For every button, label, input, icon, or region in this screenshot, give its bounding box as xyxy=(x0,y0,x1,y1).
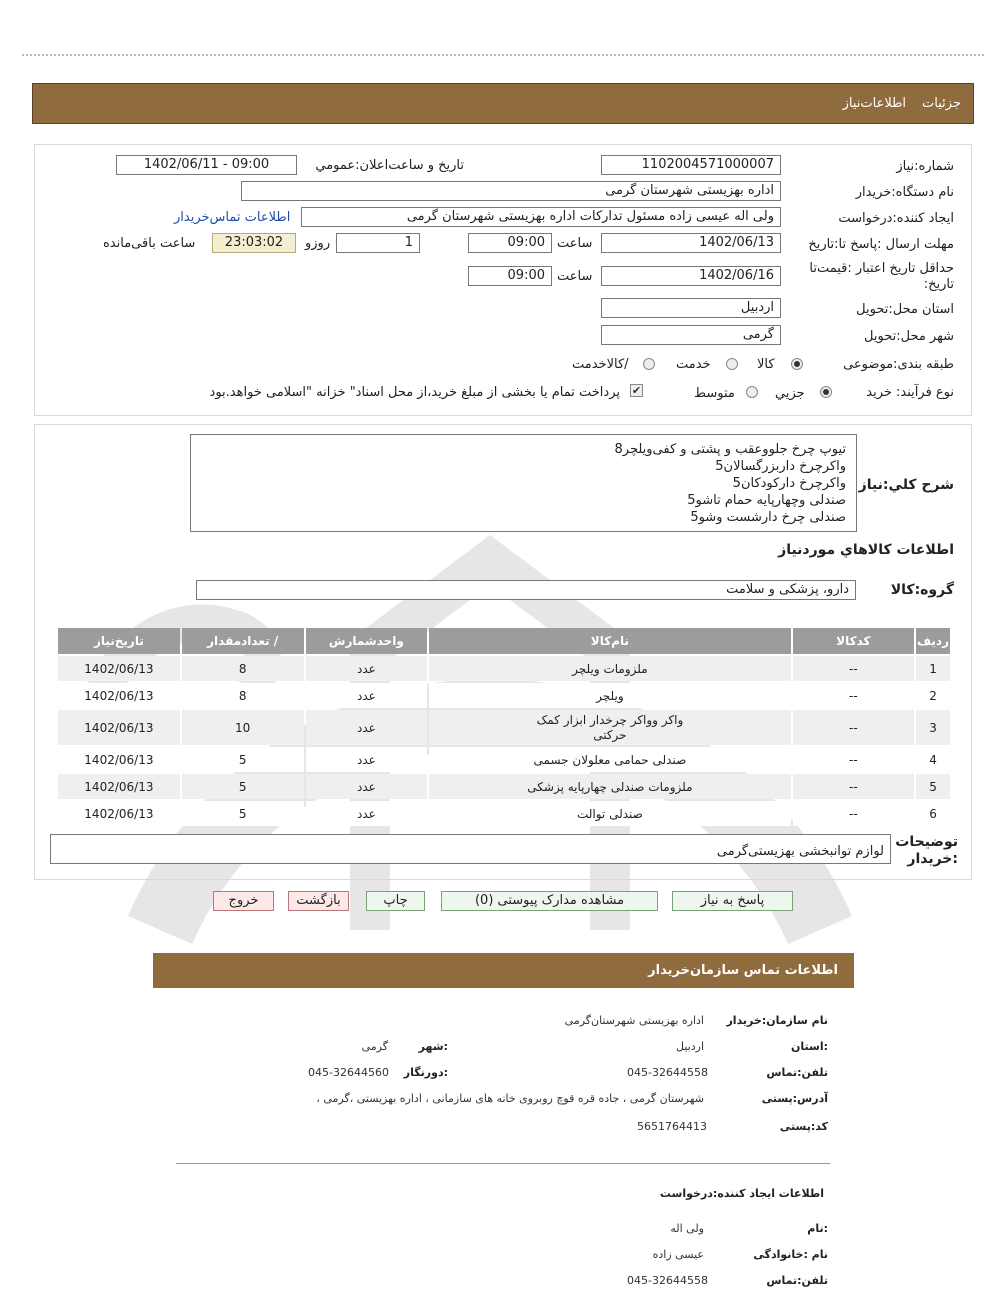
contact-address-label: آدرس:پستی xyxy=(761,1092,828,1105)
print-button[interactable]: چاپ xyxy=(366,891,425,911)
goods-table xyxy=(56,626,952,828)
cell-qty: 5 xyxy=(182,801,304,826)
deadline-date-field: 1402/06/13 xyxy=(601,233,781,253)
contact-org-value: اداره بهزیستی شهرستان‌گرمی xyxy=(564,1014,704,1027)
cell-date: 1402/06/13 xyxy=(58,801,180,826)
cell-date: 1402/06/13 xyxy=(58,774,180,799)
tab-need-info[interactable]: اطلاعات‌نیاز xyxy=(842,96,907,111)
creator-phone-label: تلفن:تماس xyxy=(766,1274,828,1287)
contact-fax-value: 045-32644560 xyxy=(308,1066,389,1079)
table-header-row xyxy=(58,628,950,654)
goods-group-label: گروه:کالا xyxy=(890,582,954,598)
col-qty-header: / تعدادمقدار xyxy=(182,628,304,654)
col-date-header: تاريخ‌نياز xyxy=(58,628,180,654)
cell-unit: عدد xyxy=(306,747,428,772)
cell-code: -- xyxy=(793,683,915,708)
goods-group-field: دارو، پزشکی و سلامت xyxy=(196,580,856,600)
validity-date-field: 1402/06/16 xyxy=(601,266,781,286)
contact-province-label: :استان xyxy=(791,1040,828,1053)
creator-field: ولی اله عیسی زاده مسئول تدارکات اداره بهزیستی شهرستان گرمی xyxy=(301,207,781,227)
creator-section-title: اطلاعات ایجاد کننده:درخواست xyxy=(659,1187,824,1200)
process-partial-radio[interactable] xyxy=(820,386,832,398)
validity-time-field: 09:00 xyxy=(468,266,552,286)
cell-name: صندلی توالت xyxy=(429,801,790,826)
cell-qty: 5 xyxy=(182,747,304,772)
description-line: صندلی چرخ دارشست وشو5 xyxy=(690,510,846,525)
tab-details[interactable]: جزئیات xyxy=(922,96,961,111)
exit-button[interactable]: خروج xyxy=(213,891,274,911)
cell-row: 5 xyxy=(916,774,950,799)
contact-phone-value: 045-32644558 xyxy=(627,1066,708,1079)
days-field: 1 xyxy=(336,233,420,253)
cell-name: ملزومات ویلچر xyxy=(429,656,790,681)
cell-qty: 5 xyxy=(182,774,304,799)
treasury-payment-checkbox[interactable]: ✔ xyxy=(631,384,642,397)
category-goods-radio[interactable] xyxy=(791,358,803,370)
process-partial-label: جزيي xyxy=(775,386,805,401)
treasury-payment-label: پرداخت تمام یا بخشی از مبلغ خرید،از محل اسناد" خزانه "اسلامی خواهد.بود xyxy=(209,385,620,400)
table-row xyxy=(58,710,950,745)
days-label: روزو xyxy=(305,236,331,251)
cell-code: -- xyxy=(793,774,915,799)
buyer-contact-link[interactable]: اطلاعات تماس‌خریدار xyxy=(174,210,291,225)
cell-unit: عدد xyxy=(306,683,428,708)
cell-code: -- xyxy=(793,747,915,772)
table-row xyxy=(58,774,950,799)
contact-city-label: :شهر xyxy=(418,1040,448,1053)
col-code-header: کدکالا xyxy=(793,628,915,654)
cell-row: 2 xyxy=(916,683,950,708)
col-row-header: رديف xyxy=(916,628,950,654)
contact-org-label: نام سازمان:خريدار xyxy=(726,1014,828,1027)
validity-time-label: ساعت xyxy=(557,269,593,284)
category-goods-service-radio[interactable] xyxy=(643,358,655,370)
cell-unit: عدد xyxy=(306,801,428,826)
reply-button[interactable]: پاسخ به نياز xyxy=(672,891,793,911)
attachments-button[interactable]: مشاهده مدارک پيوستی (0) xyxy=(441,891,658,911)
contact-fax-label: :دورنگار xyxy=(403,1066,448,1079)
cell-date: 1402/06/13 xyxy=(58,747,180,772)
announce-field: 1402/06/11 - 09:00 xyxy=(116,155,297,175)
process-medium-label: متوسط xyxy=(694,386,735,401)
buyer-field: اداره بهزیستی شهرستان گرمی xyxy=(241,181,781,201)
cell-qty: 10 xyxy=(182,710,304,745)
cell-unit: عدد xyxy=(306,774,428,799)
need-number-field: 1102004571000007 xyxy=(601,155,781,175)
cell-row: 4 xyxy=(916,747,950,772)
table-row xyxy=(58,683,950,708)
cell-name: ویلچر xyxy=(429,683,790,708)
cell-name: ملزومات صندلی چهارپایه پزشکی xyxy=(429,774,790,799)
contact-divider xyxy=(176,1163,830,1164)
contact-section-title: اطلاعات تماس سازمان‌خريدار xyxy=(153,953,854,988)
description-line: واکرچرخ دارکودکان5 xyxy=(732,476,846,491)
col-name-header: نام‌کالا xyxy=(429,628,790,654)
process-medium-radio[interactable] xyxy=(746,386,758,398)
deadline-time-field: 09:00 xyxy=(468,233,552,253)
buyer-label: نام دستگاه:خريدار xyxy=(855,185,954,200)
need-number-label: شماره:نیاز xyxy=(896,159,954,174)
buyer-notes-label: توضيحات :خريدار xyxy=(895,834,958,867)
category-label: طبقه بندی:موضوعی xyxy=(843,357,954,372)
deadline-label: مهلت ارسال :پاسخ تا:تاریخ xyxy=(808,237,954,252)
cell-unit: عدد xyxy=(306,710,428,745)
creator-name-label: :نام xyxy=(807,1222,828,1235)
table-row xyxy=(58,801,950,826)
page-header xyxy=(32,83,974,124)
buyer-notes-field: لوازم توانبخشی بهزیستی‌گرمی xyxy=(50,834,891,864)
cell-row: 3 xyxy=(916,710,950,745)
cell-name: واکر وواکر چرخدار ابزار کمک حرکتی xyxy=(429,710,790,745)
cell-row: 1 xyxy=(916,656,950,681)
category-service-label: خدمت xyxy=(676,357,711,372)
contact-postal-value: 5651764413 xyxy=(637,1120,707,1133)
cell-qty: 8 xyxy=(182,683,304,708)
city-label: شهر محل:تحويل xyxy=(864,329,954,344)
creator-name-value: ولی اله xyxy=(670,1222,704,1235)
description-line: صندلی وچهارپایه حمام تاشو5 xyxy=(687,493,846,508)
cell-code: -- xyxy=(793,656,915,681)
cell-qty: 8 xyxy=(182,656,304,681)
creator-family-value: عیسی زاده xyxy=(652,1248,704,1261)
remaining-label: ساعت باقی‌مانده xyxy=(103,236,196,251)
province-field: اردبیل xyxy=(601,298,781,318)
creator-family-label: نام :خانوادگی xyxy=(753,1248,828,1261)
description-line: واکرچرخ داربزرگسالان5 xyxy=(715,459,846,474)
province-label: استان محل:تحويل xyxy=(856,302,954,317)
goods-title: اطلاعات کالاهاي مورد‌نياز xyxy=(778,542,954,558)
cell-name: صندلی حمامی معلولان جسمی xyxy=(429,747,790,772)
cell-code: -- xyxy=(793,710,915,745)
creator-phone-value: 045-32644558 xyxy=(627,1274,708,1287)
cell-date: 1402/06/13 xyxy=(58,683,180,708)
contact-phone-label: تلفن:تماس xyxy=(766,1066,828,1079)
contact-city-value: گرمی xyxy=(361,1040,388,1053)
announce-label: تاریخ و ساعت‌اعلان:عمومي xyxy=(315,158,464,173)
validity-label: حداقل تاريخ اعتبار :قيمت‌تا تاريخ: xyxy=(809,261,954,292)
contact-postal-label: کد:پستی xyxy=(779,1120,828,1133)
category-goods-service-label: /کالاخدمت xyxy=(572,357,629,372)
cell-unit: عدد xyxy=(306,656,428,681)
cell-date: 1402/06/13 xyxy=(58,710,180,745)
cell-row: 6 xyxy=(916,801,950,826)
description-label: شرح کلي:نياز xyxy=(858,477,954,493)
cell-date: 1402/06/13 xyxy=(58,656,180,681)
table-row xyxy=(58,656,950,681)
contact-province-value: اردبیل xyxy=(676,1040,704,1053)
creator-label: ایجاد کننده:درخواست xyxy=(838,211,954,226)
description-line: تیوپ چرخ جلووعقب و پشتی و کفی‌ویلچر8 xyxy=(614,442,846,457)
deadline-time-label: ساعت xyxy=(557,236,593,251)
description-box xyxy=(190,434,857,532)
col-unit-header: واحدشمارش xyxy=(306,628,428,654)
category-service-radio[interactable] xyxy=(726,358,738,370)
top-dotted-divider xyxy=(22,54,984,56)
contact-address-value: شهرستان گرمی ، جاده قره قوچ روبروی خانه های سازمانی ، اداره بهزیستی ،گرمی ، xyxy=(316,1092,704,1105)
remaining-time-field: 23:03:02 xyxy=(212,233,296,253)
category-goods-label: کالا xyxy=(757,357,775,372)
city-field: گرمی xyxy=(601,325,781,345)
process-label: نوع فرآيند: خريد xyxy=(866,385,954,400)
table-row xyxy=(58,747,950,772)
back-button[interactable]: بازگشت xyxy=(288,891,349,911)
cell-code: -- xyxy=(793,801,915,826)
